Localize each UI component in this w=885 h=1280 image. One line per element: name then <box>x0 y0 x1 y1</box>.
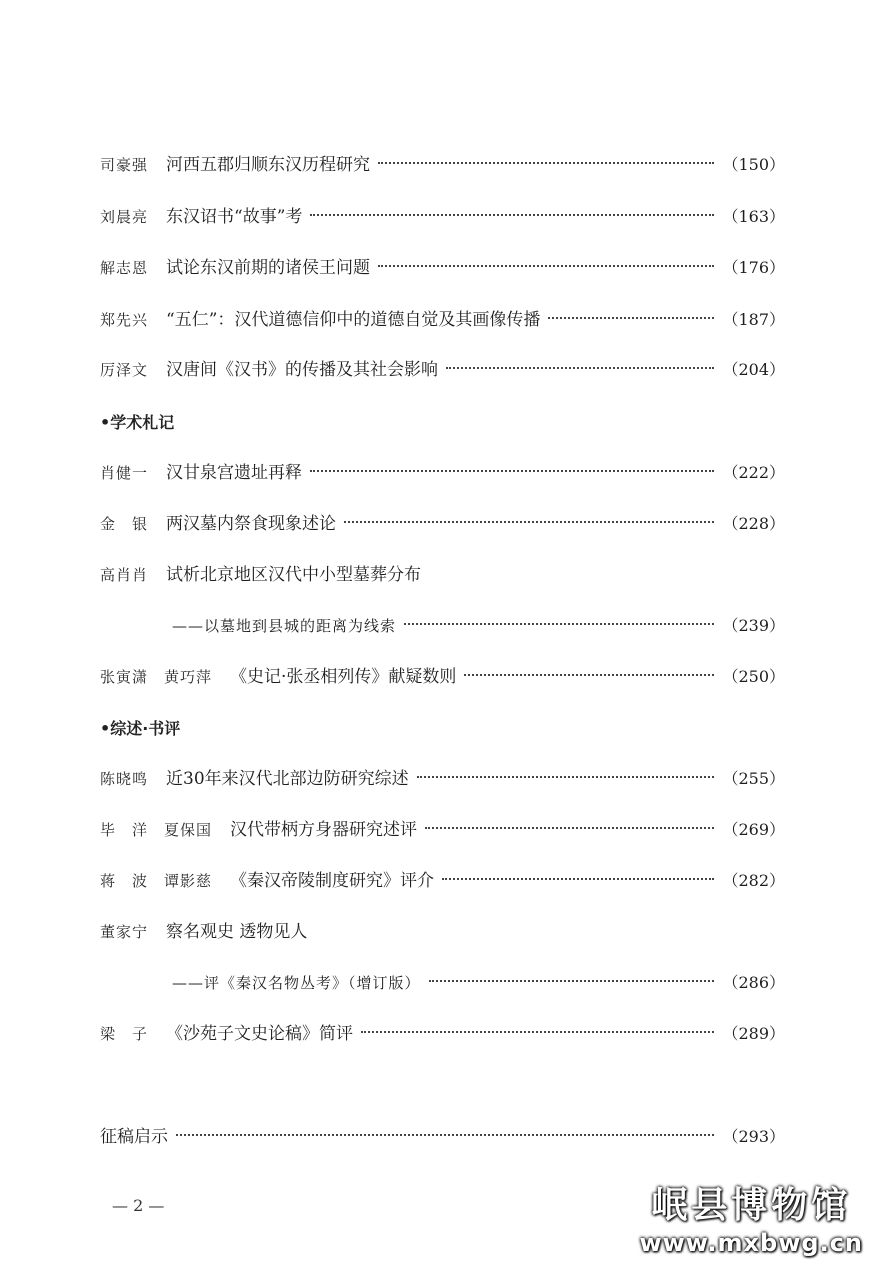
dot-leader <box>361 1031 714 1033</box>
entry-page: （239） <box>722 616 785 635</box>
entry-title: 试析北京地区汉代中小型墓葬分布 <box>166 565 422 585</box>
watermark-name: 岷县博物馆 <box>651 1185 852 1226</box>
toc-entry-continuation[interactable] <box>172 611 785 641</box>
entry-page: （250） <box>722 667 785 686</box>
entry-title: 试论东汉前期的诸侯王问题 <box>166 258 371 278</box>
entry-page: （187） <box>722 310 785 329</box>
dot-leader <box>425 827 714 829</box>
toc-entry[interactable] <box>100 253 785 283</box>
entry-title: 近30年来汉代北部边防研究综述 <box>166 769 409 789</box>
dot-leader <box>548 317 714 319</box>
entry-author: 肖健一 <box>100 464 149 482</box>
entry-author: 高肖肖 <box>100 566 149 584</box>
dot-leader <box>446 367 714 369</box>
entry-page: （222） <box>722 463 785 482</box>
dot-leader <box>310 214 714 216</box>
dot-leader <box>417 776 715 778</box>
entry-title: 两汉墓内祭食现象述论 <box>166 514 337 534</box>
toc-entry[interactable] <box>100 202 785 232</box>
entry-author: 金 银 <box>100 515 149 533</box>
entry-title: “五仁”：汉代道德信仰中的道德自觉及其画像传播 <box>166 310 541 330</box>
toc-entry[interactable] <box>100 458 785 488</box>
watermark-url: www.mxbwg.cn <box>639 1229 863 1257</box>
entry-title: 察名观史 透物见人 <box>166 922 308 942</box>
entry-page: （269） <box>722 820 785 839</box>
toc-entry[interactable] <box>100 866 785 896</box>
section-heading-notes: •学术札记 <box>100 413 175 432</box>
entry-title: 汉唐间《汉书》的传播及其社会影响 <box>166 360 439 380</box>
entry-title: 《史记·张丞相列传》献疑数则 <box>230 667 457 687</box>
entry-page: （204） <box>722 360 785 379</box>
entry-title: 征稿启示 <box>100 1127 168 1147</box>
entry-page: （176） <box>722 258 785 277</box>
entry-title: 东汉诏书“故事”考 <box>166 207 303 227</box>
entry-title: 河西五郡归顺东汉历程研究 <box>166 155 371 175</box>
entry-author: 陈晓鸣 <box>100 770 149 788</box>
toc-entry[interactable] <box>100 815 785 845</box>
entry-page: （163） <box>722 207 785 226</box>
entry-author: 张寅潇 黄巧萍 <box>100 668 213 686</box>
toc-entry[interactable] <box>100 305 785 335</box>
entry-title: 《沙苑子文史论稿》简评 <box>166 1024 354 1044</box>
dot-leader <box>442 878 714 880</box>
entry-author: 解志恩 <box>100 259 149 277</box>
entry-page: （255） <box>722 769 785 788</box>
dot-leader <box>344 521 714 523</box>
toc-entry[interactable] <box>100 150 785 180</box>
dot-leader <box>176 1134 714 1136</box>
page-number: — 2 — <box>112 1196 165 1215</box>
toc-entry[interactable] <box>100 1019 785 1049</box>
toc-entry[interactable] <box>100 662 785 692</box>
dot-leader <box>429 980 715 982</box>
dot-leader <box>404 623 714 625</box>
entry-page: （282） <box>722 871 785 890</box>
entry-page: （286） <box>722 973 785 992</box>
entry-subtitle: ——以墓地到县城的距离为线索 <box>172 617 397 635</box>
entry-page: （293） <box>722 1127 785 1146</box>
toc-entry[interactable] <box>100 764 785 794</box>
entry-author: 刘晨亮 <box>100 208 149 226</box>
entry-author: 司豪强 <box>100 156 149 174</box>
entry-author: 蒋 波 谭影慈 <box>100 872 213 890</box>
entry-page: （150） <box>722 155 785 174</box>
entry-author: 梁 子 <box>100 1025 149 1043</box>
entry-page: （289） <box>722 1024 785 1043</box>
toc-entry-continuation[interactable] <box>172 968 785 998</box>
toc-entry-call-for-papers[interactable] <box>100 1122 785 1152</box>
entry-author: 厉泽文 <box>100 361 149 379</box>
toc-entry[interactable] <box>100 917 785 947</box>
watermark <box>639 1184 863 1258</box>
entry-title: 《秦汉帝陵制度研究》评介 <box>230 871 435 891</box>
entry-author: 毕 洋 夏保国 <box>100 821 213 839</box>
entry-title: 汉甘泉宫遗址再释 <box>166 463 303 483</box>
dot-leader <box>310 470 714 472</box>
entry-page: （228） <box>722 514 785 533</box>
toc-entry[interactable] <box>100 355 785 385</box>
entry-title: 汉代带柄方身器研究述评 <box>230 820 418 840</box>
toc-entry[interactable] <box>100 560 785 590</box>
section-heading-reviews: •综述·书评 <box>100 719 181 738</box>
dot-leader <box>464 674 714 676</box>
entry-subtitle: ——评《秦汉名物丛考》（增订版） <box>172 974 421 992</box>
entry-author: 郑先兴 <box>100 311 149 329</box>
entry-author: 董家宁 <box>100 923 149 941</box>
dot-leader <box>378 265 714 267</box>
toc-entry[interactable] <box>100 509 785 539</box>
dot-leader <box>378 162 714 164</box>
